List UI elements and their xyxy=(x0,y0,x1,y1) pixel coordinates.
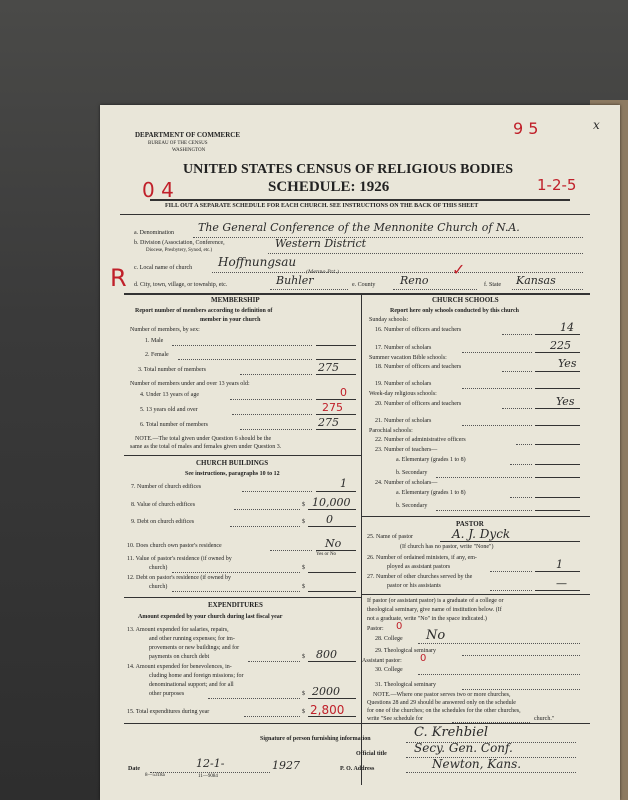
city-value: Buhler xyxy=(276,274,314,287)
q25-note: (If church has no pastor, write "None") xyxy=(400,544,494,550)
pastor-note-5: church." xyxy=(534,716,555,722)
q24b-answer-line xyxy=(535,510,580,511)
sections-bottom-rule xyxy=(124,723,590,724)
annotation-left-code: 0 4 xyxy=(142,178,174,202)
q18-answer-line xyxy=(535,371,580,372)
q4-answer-line xyxy=(316,399,356,400)
q13-label-1: 13. Amount expended for salaries, repairs, xyxy=(127,627,229,633)
address-value: Newton, Kans. xyxy=(432,757,522,771)
q13-answer-line xyxy=(308,661,356,662)
membership-heading: MEMBERSHIP xyxy=(211,296,260,304)
q13-dollar: $ xyxy=(302,654,305,660)
q1-answer-line xyxy=(316,345,356,346)
denomination-line xyxy=(193,237,583,238)
q26-value: 1 xyxy=(556,558,563,571)
yes-no-hint: Yes or No xyxy=(316,552,337,557)
fill-instructions: FILL OUT A SEPARATE SCHEDULE FOR EACH CHURCH. SEE INSTRUCTIONS ON THE BACK OF THIS SHEET xyxy=(165,203,479,209)
header-rule-2 xyxy=(120,214,590,215)
q23b-leader xyxy=(436,477,532,478)
membership-sub-2: member in your church xyxy=(200,317,261,323)
division-value: Western District xyxy=(275,237,367,250)
expenditures-heading: EXPENDITURES xyxy=(208,601,263,609)
age-heading: Number of members under and over 13 years old: xyxy=(130,381,250,387)
q5-label: 5. 13 years old and over xyxy=(140,407,198,413)
q12-label-1: 12. Debt on pastor's residence (if owned by xyxy=(127,575,232,581)
q24a-label: a. Elementary (grades 1 to 8) xyxy=(396,490,466,496)
q12-answer-line xyxy=(308,591,356,592)
q9-label: 9. Debt on church edifices xyxy=(131,519,195,525)
membership-sub-1: Report number of members according to definition of xyxy=(135,308,273,314)
q28-line xyxy=(418,643,580,644)
q31-label: 31. Theological seminary xyxy=(375,682,437,688)
form-number: 8—5318a xyxy=(145,773,165,778)
schools-heading: CHURCH SCHOOLS xyxy=(432,296,499,304)
assistant-grad-label: Assistant pastor: xyxy=(362,658,402,664)
county-label: e. County xyxy=(352,282,376,288)
signature-value: C. Krehbiel xyxy=(414,725,489,740)
q17-answer-line xyxy=(535,352,580,353)
q6-leader xyxy=(240,429,312,430)
q10-answer-line xyxy=(316,550,356,551)
q15-dollar: $ xyxy=(302,709,305,715)
q20-label: 20. Number of officers and teachers xyxy=(375,401,462,407)
annotation-right-code: 1-2-5 xyxy=(537,176,577,194)
q14-label-3: denominational support; and for all xyxy=(149,682,234,688)
q25-answer-line xyxy=(440,541,580,542)
q22-leader xyxy=(516,444,532,445)
schools-rule xyxy=(361,516,590,517)
q24a-answer-line xyxy=(535,497,580,498)
q9-value: 0 xyxy=(326,513,333,526)
q13-label-4: payments on church debt xyxy=(149,654,210,660)
q31-line xyxy=(462,689,580,690)
membership-note-1: NOTE.—The total given under Question 6 should be the xyxy=(135,436,272,442)
pastor-note-1: NOTE.—Where one pastor serves two or more churches, xyxy=(373,692,511,698)
q24b-leader xyxy=(436,510,532,511)
q19-answer-line xyxy=(535,388,580,389)
assistant-zero: 0 xyxy=(420,653,427,664)
q24b-label: b. Secondary xyxy=(396,503,428,509)
membership-note-2: same as the total of males and females given under Question 3. xyxy=(130,444,282,450)
q14-leader xyxy=(208,698,300,699)
q27-label-1: 27. Number of other churches served by the xyxy=(367,574,473,580)
q26-answer-line xyxy=(535,571,580,572)
q4-label: 4. Under 13 years of age xyxy=(140,392,199,398)
pastor-note-2: Questions 28 and 29 should be answered only on the schedule xyxy=(367,700,516,706)
q11-label-1: 11. Value of pastor's residence (if owned by xyxy=(127,556,232,562)
q22-label: 22. Number of administrative officers xyxy=(375,437,466,443)
q11-answer-line xyxy=(308,572,356,573)
q29-line xyxy=(462,655,580,656)
q8-label: 8. Value of church edifices xyxy=(131,502,196,508)
q25-label: 25. Name of pastor xyxy=(367,534,413,540)
q27-leader xyxy=(490,590,532,591)
q17-label: 17. Number of scholars xyxy=(375,345,432,351)
q26-label-1: 26. Number of ordained ministers, if any, em- xyxy=(367,555,477,561)
q1-leader xyxy=(172,345,312,346)
q24a-leader xyxy=(510,497,532,498)
q30-label: 30. College xyxy=(375,667,403,673)
state-line xyxy=(512,289,583,290)
q14-answer-line xyxy=(308,698,356,699)
address-line xyxy=(406,772,576,773)
q4-leader xyxy=(230,399,312,400)
date-value: 12-1- xyxy=(196,757,225,770)
q17-value: 225 xyxy=(550,339,571,352)
check-mark: ✓ xyxy=(452,260,466,279)
sunday-schools-label: Sunday schools: xyxy=(369,317,409,323)
q16-leader xyxy=(502,334,532,335)
q8-value: 10,000 xyxy=(312,496,351,509)
q8-dollar: $ xyxy=(302,502,305,508)
weekday-schools-label: Week-day religious schools: xyxy=(369,391,437,397)
buildings-rule xyxy=(124,597,361,598)
q6-answer-line xyxy=(316,429,356,430)
signature-label: Signature of person furnishing information xyxy=(260,736,371,742)
q6-label: 6. Total number of members xyxy=(140,422,208,428)
official-title-value: Secy. Gen. Conf. xyxy=(414,741,513,755)
pastor-note-4: write "See schedule for xyxy=(367,716,423,722)
buildings-heading: CHURCH BUILDINGS xyxy=(196,459,269,467)
schools-sub: Report here only schools conducted by this church xyxy=(390,308,519,314)
by-sex-label: Number of members, by sex: xyxy=(130,327,200,333)
q13-label-3: provements or new buildings; and for xyxy=(149,645,240,651)
date-line xyxy=(150,772,270,773)
q10-label: 10. Does church own pastor's residence xyxy=(127,543,222,549)
q27-answer-line xyxy=(535,590,580,591)
q29-label: 29. Theological seminary xyxy=(375,648,437,654)
pastor-info-2: theological seminary, give name of institution below. (If xyxy=(367,607,502,613)
q27-value: — xyxy=(556,577,567,590)
pastor-note-3: for one of the churches; on the schedules for the other churches, xyxy=(367,708,521,714)
pastor-info-3: not a graduate, write "No" in the space indicated.) xyxy=(367,616,487,622)
q16-label: 16. Number of officers and teachers xyxy=(375,327,462,333)
q9-answer-line xyxy=(308,526,356,527)
q22-answer-line xyxy=(535,444,580,445)
q23b-answer-line xyxy=(535,477,580,478)
q5-value: 275 xyxy=(322,401,343,414)
column-divider xyxy=(361,293,362,785)
q14-value: 2000 xyxy=(312,685,340,698)
q28-label: 28. College xyxy=(375,636,403,642)
q24-label: 24. Number of scholars— xyxy=(375,480,438,486)
q15-label: 15. Total expenditures during year xyxy=(127,709,210,715)
q16-answer-line xyxy=(535,334,580,335)
q7-value: 1 xyxy=(340,477,347,490)
section-rule-top xyxy=(124,293,590,295)
q21-leader xyxy=(462,425,532,426)
q8-answer-line xyxy=(308,509,356,510)
q9-leader xyxy=(230,526,300,527)
q3-value: 275 xyxy=(318,361,339,374)
expenditures-sub: Amount expended by your church during last fiscal year xyxy=(138,614,283,620)
print-number: 11—9084 xyxy=(198,774,218,779)
county-value: Reno xyxy=(400,274,429,287)
buildings-sub: See instructions, paragraphs 10 to 12 xyxy=(185,471,280,477)
q11-leader xyxy=(172,572,300,573)
header-rule xyxy=(150,199,570,201)
q14-dollar: $ xyxy=(302,691,305,697)
q1-label: 1. Male xyxy=(145,338,164,344)
city-line xyxy=(270,289,348,290)
q12-label-2: church) xyxy=(149,584,168,590)
q26-label-2: ployed as assistant pastors xyxy=(387,564,451,570)
q10-value: No xyxy=(325,537,342,550)
q2-answer-line xyxy=(316,359,356,360)
pastor-heading: PASTOR xyxy=(456,520,484,528)
q23b-label: b. Secondary xyxy=(396,470,428,476)
date-label: Date xyxy=(128,766,140,772)
q28-value: No xyxy=(426,628,446,643)
q18-leader xyxy=(502,371,532,372)
q11-dollar: $ xyxy=(302,565,305,571)
q3-answer-line xyxy=(316,374,356,375)
state-label: f. State xyxy=(484,282,501,288)
q14-label-2: cluding home and foreign missions; for xyxy=(149,673,244,679)
parochial-schools-label: Parochial schools: xyxy=(369,428,413,434)
denomination-value: The General Conference of the Mennonite Church of N.A. xyxy=(198,221,520,234)
annotation-top-number: 9 5 xyxy=(513,119,539,138)
q30-line xyxy=(418,674,580,675)
annotation-r-mark: R xyxy=(110,264,127,292)
q21-label: 21. Number of scholars xyxy=(375,418,432,424)
official-title-label: Official title xyxy=(356,751,387,757)
q18-label: 18. Number of officers and teachers xyxy=(375,364,462,370)
q4-value: 0 xyxy=(340,386,347,399)
q14-label-1: 14. Amount expended for benevolences, in- xyxy=(127,664,232,670)
county-line xyxy=(393,289,477,290)
form-title: UNITED STATES CENSUS OF RELIGIOUS BODIES xyxy=(183,162,514,177)
q8-leader xyxy=(234,509,300,510)
membership-rule xyxy=(124,455,361,456)
schedule-title: SCHEDULE: 1926 xyxy=(268,179,390,195)
dept-name: DEPARTMENT OF COMMERCE xyxy=(135,131,241,139)
q12-leader xyxy=(172,591,300,592)
q25-value: A. J. Dyck xyxy=(452,527,511,541)
city-note: (Menno Pct.) xyxy=(306,269,339,275)
annotation-x-mark: x xyxy=(593,118,600,132)
q3-leader xyxy=(240,374,312,375)
church-name-value: Hoffnungsau xyxy=(218,255,297,269)
q19-leader xyxy=(462,388,532,389)
address-label: P. O. Address xyxy=(340,766,375,772)
pastor-info-1: If pastor (or assistant pastor) is a graduate of a college or xyxy=(367,598,504,604)
denomination-label: a. Denomination xyxy=(134,230,174,236)
q14-label-4: other purposes xyxy=(149,691,185,697)
q7-answer-line xyxy=(316,491,356,492)
q6-value: 275 xyxy=(318,416,339,429)
pastor-info-rule xyxy=(361,594,590,595)
q23-label: 23. Number of teachers— xyxy=(375,447,438,453)
q5-answer-line xyxy=(316,414,356,415)
q20-leader xyxy=(502,408,532,409)
q9-dollar: $ xyxy=(302,519,305,525)
q18-value: Yes xyxy=(558,357,577,370)
q21-answer-line xyxy=(535,425,580,426)
city-label: d. City, town, village, or township, etc. xyxy=(134,282,228,288)
division-label-1: b. Division (Association, Conference, xyxy=(134,240,225,246)
q26-leader xyxy=(490,571,532,572)
q10-leader xyxy=(270,550,312,551)
q20-value: Yes xyxy=(556,395,575,408)
q7-label: 7. Number of church edifices xyxy=(131,484,202,490)
city-name: WASHINGTON xyxy=(172,148,206,153)
q27-label-2: pastor or his assistants xyxy=(387,583,441,589)
bureau-name: BUREAU OF THE CENSUS xyxy=(148,141,208,146)
q13-label-2: and other running expenses; for im- xyxy=(149,636,235,642)
pastor-grad-label: Pastor: xyxy=(367,626,384,632)
church-name-label: c. Local name of church xyxy=(134,265,193,271)
division-label-2: Diocese, Presbytery, Synod, etc.) xyxy=(146,248,213,253)
q16-value: 14 xyxy=(560,321,574,334)
q13-value: 800 xyxy=(316,648,337,661)
q5-leader xyxy=(232,414,312,415)
state-value: Kansas xyxy=(516,274,556,287)
q2-label: 2. Female xyxy=(145,352,169,358)
division-line xyxy=(268,253,583,254)
q3-label: 3. Total number of members xyxy=(138,367,206,373)
date-year: 1927 xyxy=(272,759,300,772)
q19-label: 19. Number of scholars xyxy=(375,381,432,387)
q23a-answer-line xyxy=(535,464,580,465)
q2-leader xyxy=(178,359,312,360)
q23a-leader xyxy=(510,464,532,465)
q15-leader xyxy=(244,716,300,717)
q11-label-2: church) xyxy=(149,565,168,571)
pastor-zero: 0 xyxy=(396,621,403,632)
q15-value: 2,800 xyxy=(310,703,345,717)
q17-leader xyxy=(462,352,532,353)
q7-leader xyxy=(242,491,312,492)
q20-answer-line xyxy=(535,408,580,409)
q23a-label: a. Elementary (grades 1 to 8) xyxy=(396,457,466,463)
summer-schools-label: Summer vacation Bible schools: xyxy=(369,355,447,361)
q12-dollar: $ xyxy=(302,584,305,590)
pastor-note-blank xyxy=(452,722,530,723)
q13-leader xyxy=(248,661,300,662)
